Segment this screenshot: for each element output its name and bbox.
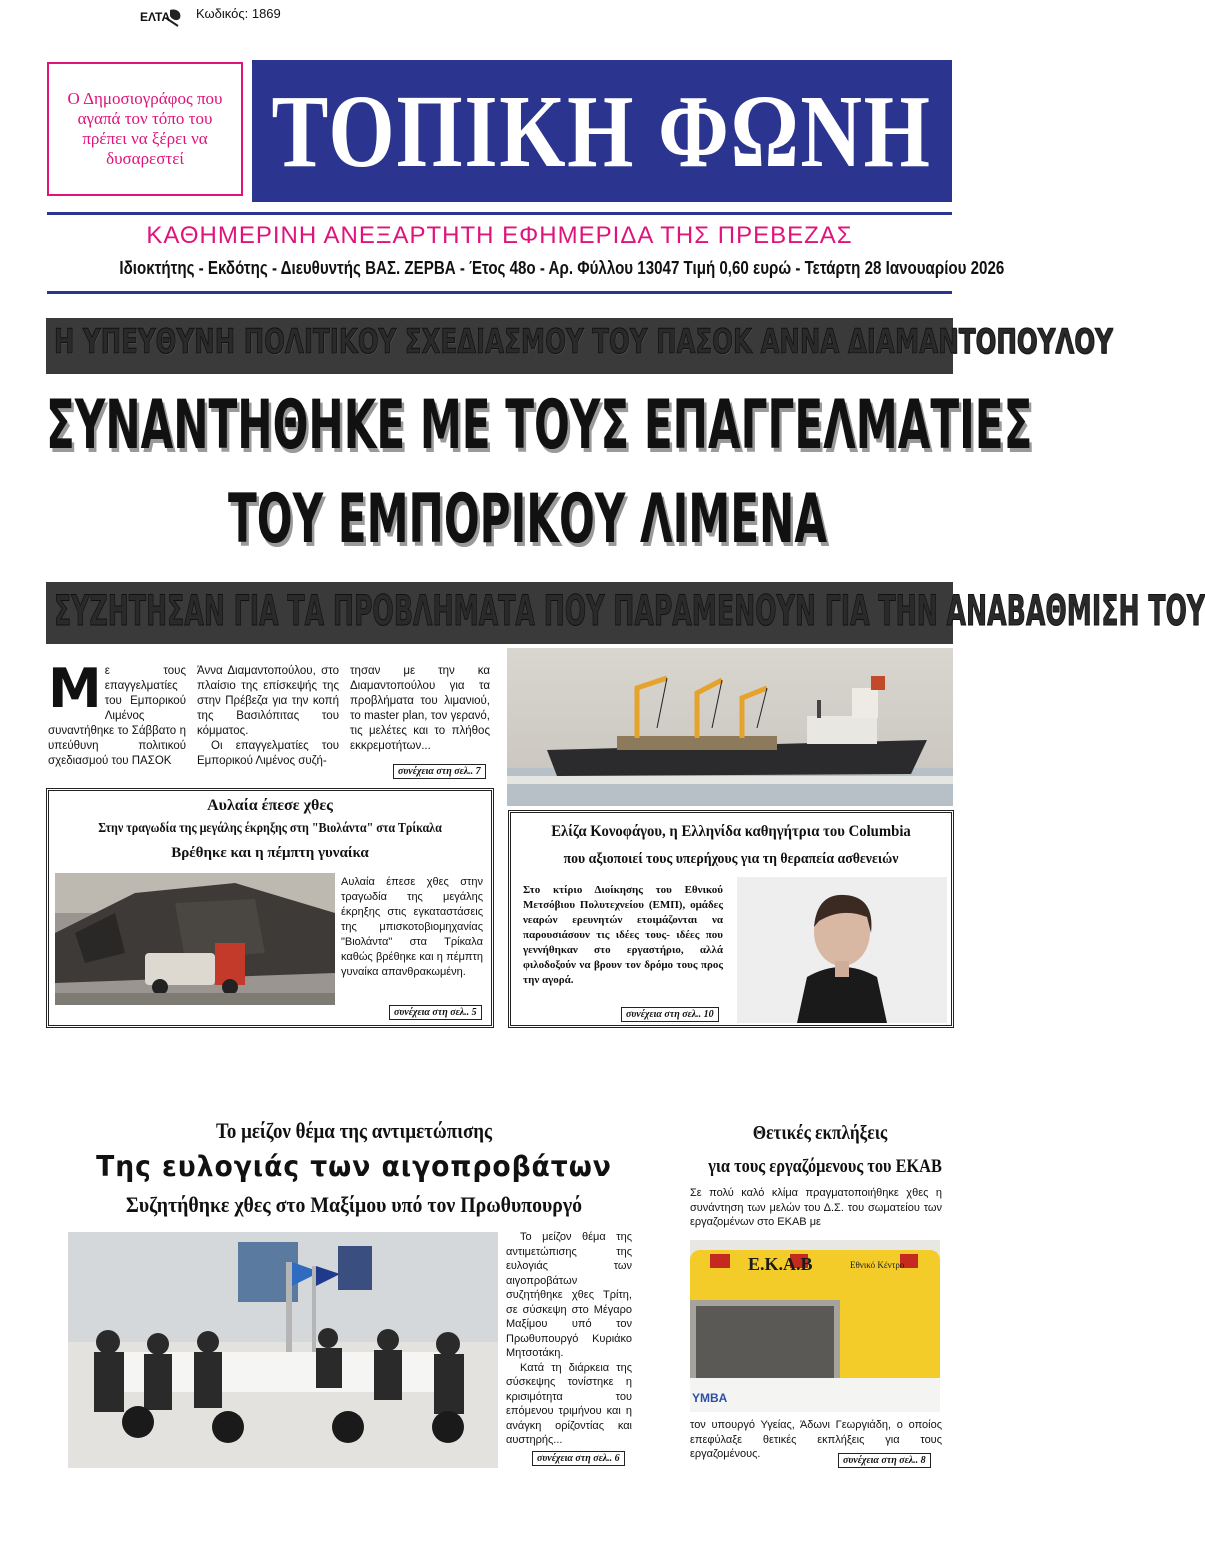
ekab-body-2: τον υπουργό Υγείας, Άδωνι Γεωργιάδη, ο οποίος επεφύλαξε θετικές εκπλήξεις για τους εργαζομένους. — [690, 1419, 942, 1460]
columbia-line-2: που αξιοποιεί τους υπερήχους για τη θεραπεία ασθενειών — [563, 851, 899, 867]
columbia-portrait — [737, 877, 947, 1023]
lead-col-2-text-a: Άννα Διαμαντοπούλου, στο πλαίσιο της επίσκεψής της στην Πρέβεζα για την κοπή της Βασιλόπιτας του κόμματος. — [197, 665, 339, 737]
pox-headline: Της ευλογιάς των αιγοπροβάτων — [96, 1150, 612, 1183]
lead-continue-link[interactable]: συνέχεια στη σελ.. 7 — [393, 764, 486, 779]
maximou-meeting-photo — [68, 1232, 498, 1468]
newspaper-subtitle: ΚΑΘΗΜΕΡΙΝΗ ΑΝΕΞΑΡΤΗΤΗ ΕΦΗΜΕΡΙΔΑ ΤΗΣ ΠΡΕΒΕΖΑΣ — [146, 222, 853, 249]
lead-headline-1: ΣΥΝΑΝΤΗΘΗΚΕ ΜΕ ΤΟΥΣ ΕΠΑΓΓΕΛΜΑΤΙΕΣ — [46, 386, 1033, 465]
lead-subhead: ΣΥΖΗΤΗΣΑΝ ΓΙΑ ΤΑ ΠΡΟΒΛΗΜΑΤΑ ΠΟΥ ΠΑΡΑΜΕΝΟΥΝ ΓΙΑ ΤΗΝ ΑΝΑΒΑΘΜΙΣΗ ΤΟΥ — [54, 586, 1205, 635]
lead-col-3 — [350, 664, 490, 754]
pox-body-1: Το μείζον θέμα της αντιμετώπισης της ευλογιάς των αιγοπροβάτων συζητήθηκε χθες Τρίτη, σε σύσκεψη στο Μέγαρο Μαξίμου υπό τον Πρωθυπουργό Κυριάκο Μητσοτάκη. — [506, 1231, 632, 1359]
ekab-headline: για τους εργαζόμενους του ΕΚΑΒ — [708, 1156, 942, 1177]
trikala-continue-link[interactable]: συνέχεια στη σελ.. 5 — [389, 1005, 482, 1020]
dropcap: Μ — [48, 657, 102, 720]
pox-continue-link[interactable]: συνέχεια στη σελ.. 6 — [532, 1451, 625, 1466]
masthead-title-box — [252, 60, 952, 202]
top-rule — [47, 212, 952, 215]
issue-info: Ιδιοκτήτης - Εκδότης - Διευθυντής ΒΑΣ. ΖΕΡΒΑ - Έτος 48ο - Αρ. Φύλλου 13047 Τιμή 0,60 ευρώ - Τετάρτη 28 Ιανουαρίου 2026 — [119, 258, 1005, 278]
port-ship-photo — [507, 648, 953, 806]
columbia-article-box — [508, 810, 954, 1028]
trikala-line-2: Στην τραγωδία της μεγάλης έκρηξης στη "Βιολάντα" στα Τρίκαλα — [98, 821, 442, 836]
postal-code: Κωδικός: 1869 — [196, 6, 281, 21]
lead-kicker-bar — [46, 318, 1113, 374]
van-side-text: ΥΜΒΑ — [692, 1391, 728, 1405]
lead-kicker: Η ΥΠΕΥΘΥΝΗ ΠΟΛΙΤΙΚΟΥ ΣΧΕΔΙΑΣΜΟΥ ΤΟΥ ΠΑΣΟΚ ΑΝΝΑ ΔΙΑΜΑΝΤΟΠΟΥΛΟΥ — [54, 322, 1113, 362]
trikala-body: Αυλαία έπεσε χθες στην τραγωδία της μεγάλης έκρηξης στις εγκαταστάσεις της μπισκοτοβιομηχανίας "Βιολάντα" στα Τρίκαλα καθώς βρέθηκε και η πέμπτη γυναίκα απανθρακωμένη. — [341, 876, 483, 978]
ekab-kicker: Θετικές εκπλήξεις — [752, 1122, 888, 1144]
trikala-title: Αυλαία έπεσε χθες — [207, 797, 333, 814]
ekab-ambulance-photo — [690, 1240, 940, 1412]
motto-text: Ο Δημοσιογράφος που αγαπά τον τόπο του πρέπει να ξέρει να δυσαρεστεί — [67, 89, 223, 168]
pox-kicker: Το μείζον θέμα της αντιμετώπισης — [216, 1118, 492, 1143]
pox-body — [506, 1230, 632, 1448]
ekab-continue-link[interactable]: συνέχεια στη σελ.. 8 — [838, 1453, 931, 1468]
newspaper-title: ΤΟΠΙΚΗ ΦΩΝΗ — [271, 73, 933, 189]
pox-body-2: Κατά τη διάρκεια της σύσκεψης τονίστηκε η κρισιμότητα του επόμενου τριμήνου και η ανάγκη ορίζοντίας και αυστηρής... — [506, 1361, 632, 1446]
columbia-body: Στο κτίριο Διοίκησης του Εθνικού Μετσόβιου Πολυτεχνείου (ΕΜΠ), ομάδες νεαρών ερευνητών ετοιμάζονται να παρουσιάσουν τις ιδέες τους- ιδέες που γεννήθηκαν στο εργαστήριο, αλλά φιλοδοξούν να βρουν τον δρόμο τους προς την αγορά. — [523, 884, 723, 986]
elta-label: ΕΛΤΑ — [140, 10, 171, 24]
pox-subhead: Συζητήθηκε χθες στο Μαξίμου υπό τον Πρωθυπουργό — [125, 1192, 583, 1217]
lead-subhead-bar — [46, 582, 1205, 644]
lead-col-1 — [48, 657, 186, 769]
lead-col-3-text: τησαν με την κα Διαμαντοπούλου για τα προβλήματα του λιμανιού, το master plan, τον γερανό, τις μελέτες και το πλήθος εκκρεμοτήτων... — [350, 665, 490, 752]
motto-box — [47, 62, 243, 196]
lead-col-1-text: ε τους επαγγελματίες του Εμπορικού Λιμένος συναντήθηκε το Σάββατο η υπεύθυνη πολιτικού σχεδιασμού του ΠΑΣΟΚ — [48, 665, 186, 767]
columbia-continue-link[interactable]: συνέχεια στη σελ.. 10 — [621, 1007, 719, 1022]
lead-col-2-text-b: Οι επαγγελματίες του Εμπορικού Λιμένος συζή- — [197, 740, 339, 767]
lead-headline-2: ΤΟΥ ΕΜΠΟΡΙΚΟΥ ΛΙΜΕΝΑ — [228, 480, 827, 559]
bottom-rule — [47, 291, 952, 294]
columbia-title: Ελίζα Κονοφάγου, η Ελληνίδα καθηγήτρια του Columbia — [551, 823, 911, 840]
trikala-photo — [55, 873, 335, 1005]
ekab-body-1: Σε πολύ καλό κλίμα πραγματοποιήθηκε χθες η συνάντηση των μελών του Δ.Σ. του σωματείου των εργαζομένων στο ΕΚΑΒ με — [690, 1187, 942, 1228]
trikala-article-box — [46, 788, 494, 1028]
trikala-line-3: Βρέθηκε και η πέμπτη γυναίκα — [171, 845, 369, 861]
van-label: Ε.Κ.Α.Β — [748, 1254, 813, 1274]
van-label-2: Εθνικό Κέντρο — [850, 1260, 905, 1270]
lead-col-2 — [197, 664, 339, 769]
